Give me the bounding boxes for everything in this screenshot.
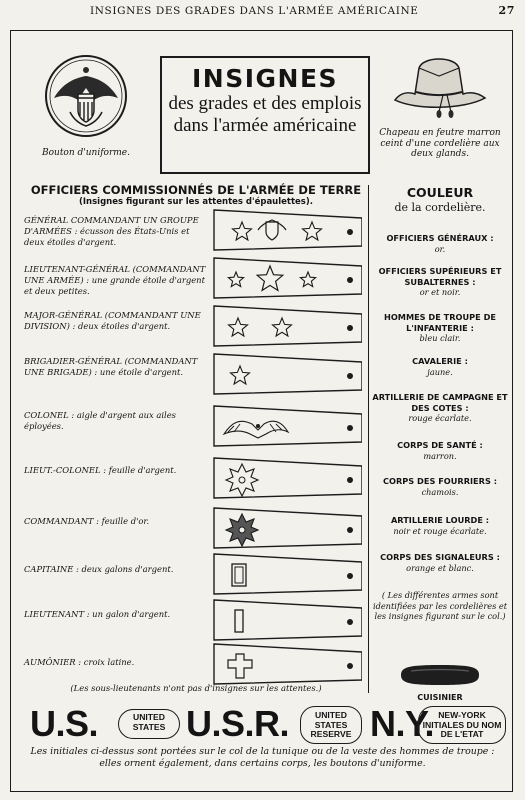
abbr-meaning-us: UNITED STATES	[118, 709, 180, 739]
cord-color-entry: OFFICIERS SUPÉRIEURS ET SUBALTERNES : or et noir.	[378, 266, 502, 297]
hat-caption: Chapeau en feutre marron ceint d'une cordelière aux deux glands.	[379, 128, 501, 159]
cord-color-entry: OFFICIERS GÉNÉRAUX : or.	[386, 233, 494, 254]
running-title: INSIGNES DES GRADES DANS L'ARMÉE AMÉRICAINE	[90, 5, 419, 17]
rank-text-commandant: COMMANDANT : feuille d'or.	[24, 516, 150, 526]
rank-text-capitaine: CAPITAINE : deux galons d'argent.	[24, 564, 174, 574]
shoulder-strap-three-stars-icon	[212, 256, 362, 300]
cord-color-entry: ARTILLERIE LOURDE : noir et rouge écarlate.	[390, 515, 490, 536]
abbr-code-ny: N.Y.	[370, 703, 435, 744]
column-divider	[368, 185, 369, 693]
abbr-code-usr: U.S.R.	[186, 703, 290, 744]
title-line-3: dans l'armée américaine	[173, 115, 357, 136]
rank-text-lieutenant-general: LIEUTENANT-GÉNÉRAL (COMMANDANT UNE ARMÉE) : une grande étoile d'argent et deux petites.	[24, 264, 206, 296]
shoulder-strap-one-bar-icon	[212, 598, 362, 642]
shoulder-strap-two-bars-icon	[212, 552, 362, 596]
cord-color-entry: CAVALERIE : jaune.	[412, 356, 468, 377]
page-number: 27	[498, 4, 515, 17]
cord-color-entry: CORPS DE SANTÉ : marron.	[397, 440, 483, 461]
officers-section-subtitle: (Insignes figurant sur les attentes d'épaulettes).	[79, 197, 313, 207]
campaign-hat-icon	[385, 48, 493, 120]
officers-note: (Les sous-lieutenants n'ont pas d'insignes sur les attentes.)	[70, 683, 322, 693]
rank-text-aumonier: AUMÔNIER : croix latine.	[24, 657, 135, 667]
shoulder-strap-cross-icon	[212, 642, 362, 686]
rank-text-general: GÉNÉRAL COMMANDANT UN GROUPE D'ARMÉES : écusson des États-Unis et deux étoiles d'argent.	[24, 215, 199, 247]
abbr-meaning-usr: UNITED STATES RESERVE	[300, 706, 362, 744]
main-title: INSIGNES	[191, 64, 339, 93]
couleur-subtitle: de la cordelière.	[394, 201, 486, 214]
title-box	[160, 56, 370, 174]
title-line-2: des grades et des emplois	[168, 93, 362, 114]
cord-color-entry: CORPS DES FOURRIERS : chamois.	[383, 476, 497, 497]
eagle-button-icon	[44, 54, 128, 138]
couleur-title: COULEUR	[406, 185, 474, 200]
cord-color-entry: CORPS DES SIGNALEURS : orange et blanc.	[380, 552, 500, 573]
cord-color-entry: HOMMES DE TROUPE DE L'INFANTERIE : bleu clair.	[383, 312, 497, 343]
rank-text-major-general: MAJOR-GÉNÉRAL (COMMANDANT UNE DIVISION) : deux étoiles d'argent.	[24, 310, 201, 331]
shoulder-strap-silver-leaf-icon	[212, 456, 362, 500]
abbr-code-us: U.S.	[30, 703, 99, 744]
shoulder-strap-one-star-icon	[212, 352, 362, 396]
emblem-caption: Bouton d'uniforme.	[41, 148, 130, 158]
rank-text-brigadier-general: BRIGADIER-GÉNÉRAL (COMMANDANT UNE BRIGADE) : une étoile d'argent.	[24, 356, 198, 377]
shoulder-strap-two-stars-icon	[212, 304, 362, 348]
rank-text-colonel: COLONEL : aigle d'argent aux ailes éployées.	[24, 410, 176, 431]
cord-color-entry: ARTILLERIE DE CAMPAGNE ET DES COTES : rouge écarlate.	[372, 392, 508, 423]
shoulder-strap-gold-leaf-icon	[212, 506, 362, 550]
officers-section-title: OFFICIERS COMMISSIONNÉS DE L'ARMÉE DE TERRE	[30, 183, 362, 197]
page-header	[0, 2, 525, 20]
couleur-note: ( Les différentes armes sont identifiées par les cordelières et les insignes figurant sur le col.)	[372, 590, 508, 621]
rank-text-lieutenant: LIEUTENANT : un galon d'argent.	[24, 609, 171, 619]
rank-text-lieutenant-colonel: LIEUT.-COLONEL : feuille d'argent.	[24, 465, 177, 475]
shoulder-strap-shield-two-stars-icon	[212, 208, 362, 252]
abbr-meaning-ny: NEW-YORK INITIALES DU NOM DE L'ETAT	[418, 706, 506, 744]
footer-note: Les initiales ci-dessus sont portées sur le col de la tunique ou de la veste des hommes de troupe : elles ornent également, dans certains corps, les boutons d'uniforme.	[30, 746, 495, 769]
shoulder-strap-eagle-icon	[212, 404, 362, 448]
cuisinier-label: CUISINIER	[417, 693, 463, 702]
cook-badge-icon	[397, 662, 483, 688]
